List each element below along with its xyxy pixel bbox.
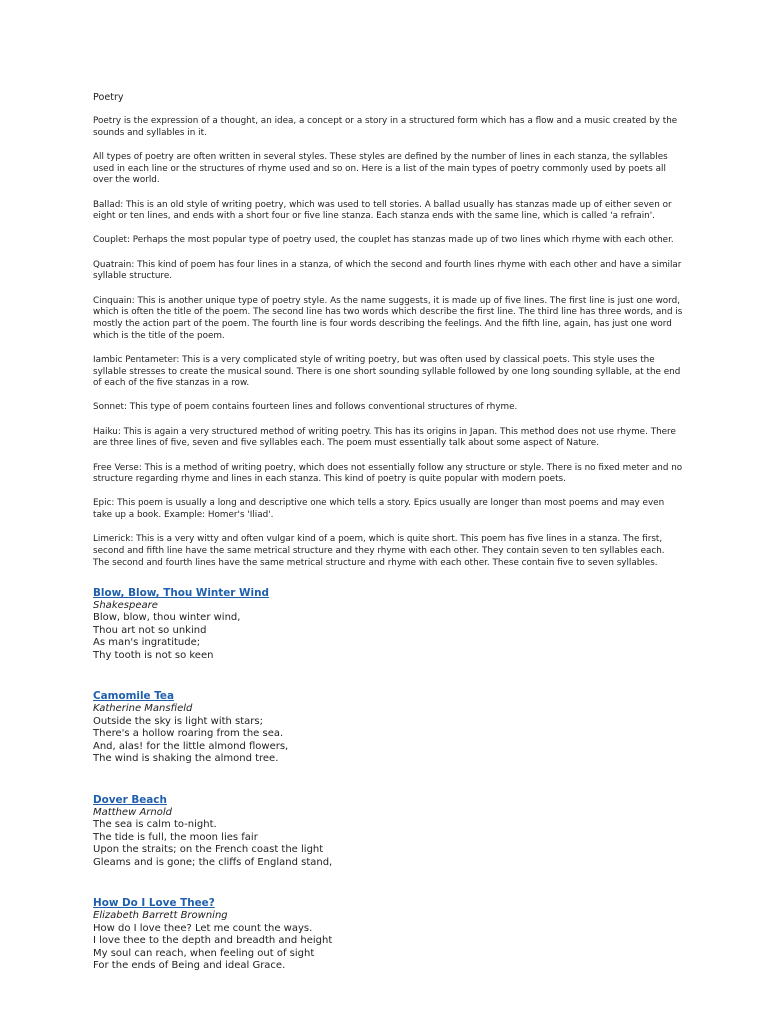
poem-title-link[interactable]: Blow, Blow, Thou Winter Wind [93, 586, 269, 599]
paragraph-couplet: Couplet: Perhaps the most popular type of poetry used, the couplet has stanzas made up of two lines which rhyme with each other. [93, 235, 674, 246]
poem-camomile-tea [93, 684, 683, 766]
poem-line: How do I love thee? Let me count the ways. [93, 922, 313, 934]
paragraph-free-verse: Free Verse: This is a method of writing poetry, which does not essentially follow any structure or style. There is no fixed meter and no structure regarding rhyme and lines in each stanza. This kind of poetry is quite popular with modern poets. [93, 462, 683, 485]
paragraph-epic: Epic: This poem is usually a long and descriptive one which tells a story. Epics usually are longer than most poems and may even take up a book. Example: Homer's 'Iliad'. [93, 498, 665, 521]
poem-title-link[interactable]: Dover Beach [93, 793, 167, 806]
poem-blow-blow [93, 581, 683, 663]
paragraph-cinquain: Cinquain: This is another unique type of poetry style. As the name suggests, it is made up of five lines. The first line is just one word, which is often the title of the poem. The second line has two words which describe the first line. The third line has three words, and is mostly the action part of the poem. The fourth line is four words describing the feelings. And the fifth line, again, has just one word which is the title of the poem. [93, 295, 683, 341]
poem-line: Blow, blow, thou winter wind, [93, 612, 241, 624]
poem-dover-beach [93, 788, 683, 870]
poem-list [93, 581, 683, 973]
poem-line: And, alas! for the little almond flowers, [93, 740, 289, 752]
poem-title-link[interactable]: How Do I Love Thee? [93, 897, 215, 910]
paragraph-limerick: Limerick: This is a very witty and often vulgar kind of a poem, which is quite short. This poem has five lines in a stanza. The first, second and fifth line have the same metrical structure and they rhyme with each other. They contain seven to ten syllables each. The second and fourth lines have the same metrical structure and rhyme with each other. These contain five to seven syllables. [93, 534, 665, 568]
poem-line: Gleams and is gone; the cliffs of England stand, [93, 856, 333, 868]
poem-line: The wind is shaking the almond tree. [93, 753, 279, 765]
poem-line: The sea is calm to-night. [93, 819, 217, 831]
paragraph-quatrain: Quatrain: This kind of poem has four lines in a stanza, of which the second and fourth lines rhyme with each other and have a similar syllable structure. [93, 259, 682, 282]
paragraph-ballad: Ballad: This is an old style of writing poetry, which was used to tell stories. A ballad usually has stanzas made up of either seven or eight or ten lines, and ends with a short four or five line stanza. Each stanza ends with the same line, which is called 'a refrain'. [93, 199, 672, 222]
poem-line: My soul can reach, when feeling out of sight [93, 947, 315, 959]
poem-author: Matthew Arnold [93, 806, 172, 818]
paragraph-sonnet: Sonnet: This type of poem contains fourteen lines and follows conventional structures of rhyme. [93, 402, 518, 413]
poem-line: As man's ingratitude; [93, 637, 201, 649]
poem-line: For the ends of Being and ideal Grace. [93, 960, 286, 972]
poem-how-do-i-love-thee [93, 891, 683, 973]
document-title: Poetry [93, 92, 124, 103]
poem-line: Thou art not so unkind [93, 624, 207, 636]
poem-line: Outside the sky is light with stars; [93, 715, 263, 727]
paragraph-styles: All types of poetry are often written in several styles. These styles are defined by the number of lines in each stanza, the syllables used in each line or the structures of rhyme used and so on. Here is a list of the main types of poetry commonly used by poets all over the world. [93, 151, 668, 186]
poem-line: Upon the straits; on the French coast the light [93, 844, 324, 856]
paragraph-iambic-pentameter: Iambic Pentameter: This is a very complicated style of writing poetry, but was often used by classical poets. This style uses the syllable stresses to create the musical sound. There is one short sounding syllable followed by one long sounding syllable, at the end of each of the five stanzas in a row. [93, 354, 681, 389]
poem-author: Shakespeare [93, 599, 158, 611]
document-content [93, 92, 683, 995]
paragraph-haiku: Haiku: This is again a very structured method of writing poetry. This has its origins in Japan. This method does not use rhyme. There are three lines of five, seven and five syllables each. The poem must essentially talk about some aspect of Nature. [93, 426, 676, 449]
paragraph-intro: Poetry is the expression of a thought, an idea, a concept or a story in a structured form which has a flow and a music created by the sounds and syllables in it. [93, 116, 678, 138]
poem-author: Elizabeth Barrett Browning [93, 910, 228, 922]
poem-line: Thy tooth is not so keen [93, 649, 214, 661]
poem-line: The tide is full, the moon lies fair [93, 831, 258, 843]
poem-author: Katherine Mansfield [93, 703, 193, 715]
poem-line: I love thee to the depth and breadth and height [93, 935, 333, 947]
poem-line: There's a hollow roaring from the sea. [93, 728, 284, 740]
poem-title-link[interactable]: Camomile Tea [93, 690, 174, 703]
